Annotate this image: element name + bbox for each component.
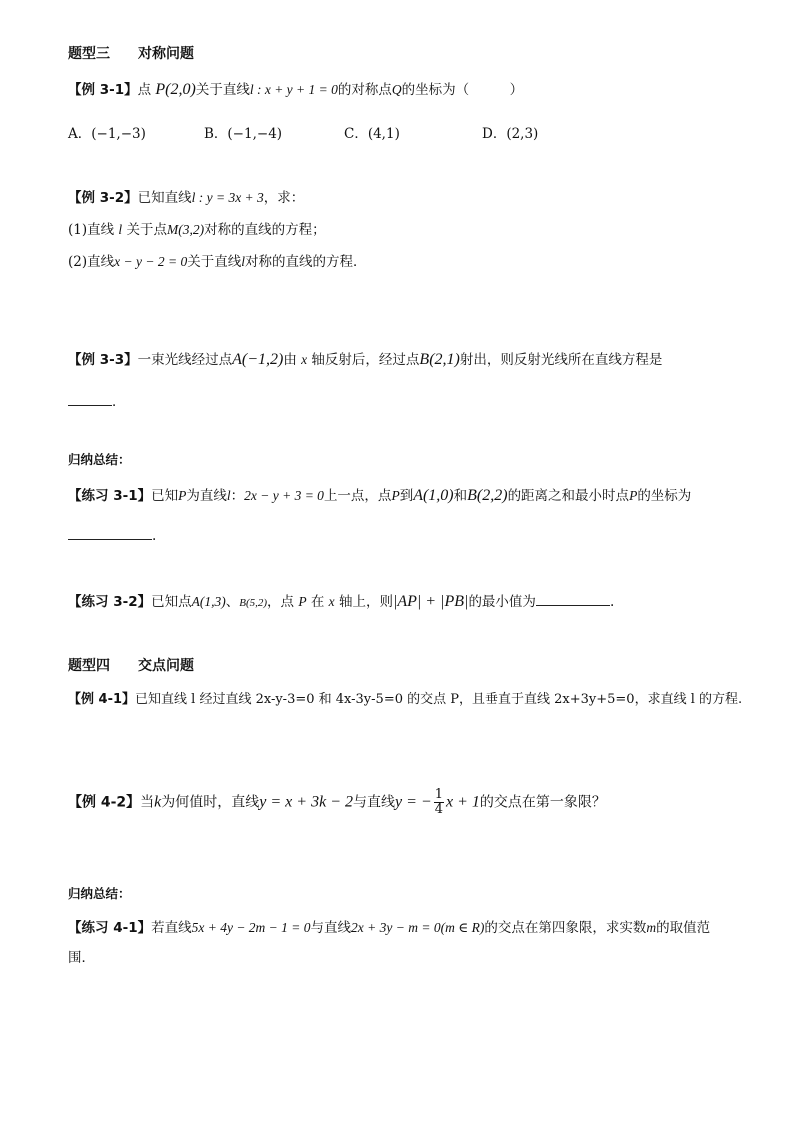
example-3-3: 【例 3-3】一束光线经过点A(−1,2)由 x 轴反射后，经过点B(2,1)射出，则反射光线所在直线方程是 [68, 351, 663, 368]
example-4-1: 【例 4-1】已知直线 l 经过直线 2x-y-3=0 和 4x-3y-5=0 的交点 P，且垂直于直线 2x+3y+5=0，求直线 l 的方程. [68, 692, 743, 707]
example-label: 【例 4-1】 [68, 692, 136, 707]
math-line: 2x − y + 3 = 0 [244, 488, 324, 503]
example-3-2-q1: (1)直线 l 关于点M(3,2)对称的直线的方程； [68, 222, 326, 238]
practice-4-1-cont: 围． [68, 950, 95, 966]
example-label: 【例 3-3】 [68, 352, 138, 368]
math-point-a: A(−1,2) [232, 351, 284, 368]
practice-4-1: 【练习 4-1】若直线5x + 4y − 2m − 1 = 0与直线2x + 3y − m = 0(m ∈ R)的交点在第四象限，求实数m的取值范 [68, 920, 711, 936]
math-line-2: y = − [394, 793, 432, 811]
math-point-a: A(1,3) [191, 594, 226, 609]
section-title-4: 题型四 交点问题 [68, 658, 194, 674]
option-a: A．(−1,−3) [68, 126, 146, 142]
example-3-1: 【例 3-1】点 P(2,0)关于直线l : x + y + 1 = 0的对称点Q的坐标为（ ） [68, 81, 524, 98]
option-c: C．(4,1) [344, 126, 400, 142]
math-point-q: Q [391, 82, 402, 97]
option-d: D．(2,3) [482, 126, 539, 142]
example-4-2: 【例 4-2】当k为何值时，直线y = x + 3k − 2与直线y = − $\frac{1}{4}$ x + 1的交点在第一象限？ [68, 787, 606, 817]
fill-blank[interactable] [68, 393, 112, 406]
math-point-p: P(2,0) [155, 81, 196, 98]
example-label: 【例 3-1】 [68, 82, 138, 98]
math-point-b: B(2,2) [467, 487, 508, 504]
fill-blank[interactable] [68, 527, 152, 540]
math-point-b: B(5,2) [239, 597, 268, 609]
fill-blank[interactable] [536, 593, 610, 606]
option-b: B．(−1,−4) [204, 126, 283, 142]
practice-3-1: 【练习 3-1】已知P为直线l：2x − y + 3 = 0上一点，点P到A(1,0)和B(2,2)的距离之和最小时点P的坐标为 [68, 487, 692, 504]
math-line-1: 5x + 4y − 2m − 1 = 0 [191, 920, 311, 935]
practice-3-2: 【练习 3-2】已知点A(1,3)、B(5,2)，点 P 在 x 轴上，则|AP| + |PB|的最小值为 . [68, 593, 615, 610]
math-point-b: B(2,1) [419, 351, 460, 368]
math-line-1: y = x + 3k − 2 [259, 793, 353, 811]
math-point-m: M(3,2) [166, 222, 205, 237]
practice-label: 【练习 4-1】 [68, 920, 152, 936]
example-label: 【例 3-2】 [68, 190, 138, 206]
math-point-a: A(1,0) [413, 487, 454, 504]
answer-blank-3-3: ． [68, 392, 126, 412]
math-line-l: l : x + y + 1 = 0 [249, 82, 338, 97]
answer-blank-3-1: . [68, 526, 156, 546]
math-line: x − y − 2 = 0 [114, 254, 188, 269]
example-label: 【例 4-2】 [68, 794, 141, 811]
practice-label: 【练习 3-2】 [68, 594, 152, 610]
math-line-l: l : y = 3x + 3 [191, 190, 264, 205]
summary-heading: 归纳总结： [68, 886, 131, 901]
example-3-2-q2: (2)直线x − y − 2 = 0关于直线l对称的直线的方程． [68, 254, 367, 270]
math-expression: |AP| + |PB| [392, 593, 469, 610]
summary-heading: 归纳总结： [68, 452, 131, 467]
example-3-2: 【例 3-2】已知直线l : y = 3x + 3，求： [68, 190, 305, 206]
practice-label: 【练习 3-1】 [68, 488, 152, 504]
math-line-2: 2x + 3y − m = 0(m ∈ R) [351, 920, 485, 935]
fraction: $\frac{1}{4}$ [434, 787, 443, 817]
section-title-3: 题型三 对称问题 [68, 46, 194, 62]
